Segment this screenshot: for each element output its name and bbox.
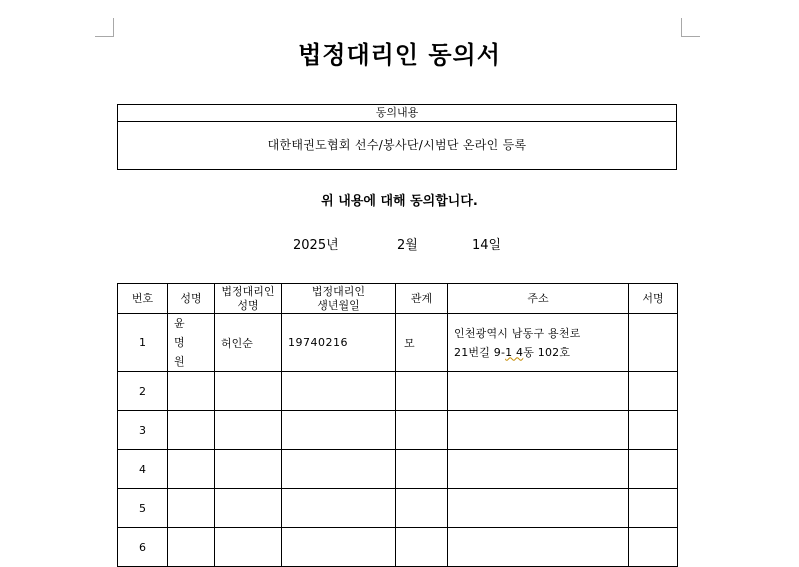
cell-address[interactable] (448, 450, 629, 489)
cell-signature[interactable] (629, 411, 678, 450)
cell-number[interactable]: 1 (118, 314, 168, 372)
cell-number[interactable]: 2 (118, 372, 168, 411)
header-relation[interactable]: 관계 (396, 284, 448, 314)
table-row (118, 411, 678, 450)
date-year[interactable]: 2025년 (293, 238, 339, 253)
cell-name[interactable] (168, 450, 215, 489)
cell-relation[interactable]: 모 (396, 314, 448, 372)
cell-address[interactable] (448, 489, 629, 528)
address-text: 동 102호 (523, 345, 571, 359)
agreement-statement[interactable]: 위 내용에 대해 동의합니다. (321, 194, 478, 209)
table-header-row (118, 284, 678, 314)
cell-guardian-birth[interactable] (282, 411, 396, 450)
cell-address[interactable] (448, 372, 629, 411)
cell-name[interactable] (168, 411, 215, 450)
date-day[interactable]: 14일 (472, 238, 502, 253)
cell-guardian-name[interactable] (215, 528, 282, 567)
spellcheck-underline: 1 4 (505, 345, 524, 359)
cell-name[interactable] (168, 489, 215, 528)
date-month[interactable]: 2월 (397, 238, 418, 253)
consent-header[interactable]: 동의내용 (118, 105, 676, 122)
cell-guardian-birth[interactable]: 19740216 (282, 314, 396, 372)
table-row (118, 314, 678, 372)
header-signature[interactable]: 서명 (629, 284, 678, 314)
document-title[interactable]: 법정대리인 동의서 (298, 40, 501, 69)
cell-guardian-name[interactable] (215, 411, 282, 450)
consent-box (117, 104, 677, 170)
header-guardian-name-line: 성명 (237, 298, 259, 312)
cell-relation[interactable] (396, 411, 448, 450)
cell-signature[interactable] (629, 372, 678, 411)
table-row (118, 450, 678, 489)
cell-guardian-name[interactable] (215, 372, 282, 411)
cell-signature[interactable] (629, 528, 678, 567)
cell-number[interactable]: 3 (118, 411, 168, 450)
cell-name[interactable] (168, 528, 215, 567)
guardian-table (117, 283, 678, 567)
address-text: 21번길 9- (454, 345, 506, 359)
cell-signature[interactable] (629, 489, 678, 528)
cell-guardian-name[interactable] (215, 450, 282, 489)
cell-number[interactable]: 6 (118, 528, 168, 567)
cell-address-line (454, 343, 622, 362)
cell-relation[interactable] (396, 528, 448, 567)
cell-name-line: 원 (174, 355, 192, 368)
header-guardian-birth-line: 생년월일 (317, 298, 360, 312)
cell-guardian-name[interactable] (215, 489, 282, 528)
table-row (118, 528, 678, 567)
cell-address[interactable] (448, 528, 629, 567)
cell-signature[interactable] (629, 450, 678, 489)
header-address[interactable]: 주소 (448, 284, 629, 314)
header-guardian-name-line: 법정대리인 (221, 284, 275, 298)
header-guardian-birth-line: 법정대리인 (311, 284, 366, 298)
cell-name[interactable] (168, 314, 215, 372)
cell-relation[interactable] (396, 372, 448, 411)
cell-relation[interactable] (396, 450, 448, 489)
cell-name-line: 윤 명 (174, 317, 192, 349)
cell-guardian-name[interactable]: 허인순 (215, 314, 282, 372)
table-row (118, 489, 678, 528)
cell-guardian-birth[interactable] (282, 489, 396, 528)
cell-guardian-birth[interactable] (282, 372, 396, 411)
cell-name[interactable] (168, 372, 215, 411)
cell-guardian-birth[interactable] (282, 528, 396, 567)
cell-relation[interactable] (396, 489, 448, 528)
cell-guardian-birth[interactable] (282, 450, 396, 489)
header-number[interactable]: 번호 (118, 284, 168, 314)
header-name[interactable]: 성명 (168, 284, 215, 314)
cell-number[interactable]: 4 (118, 450, 168, 489)
header-guardian-name[interactable] (215, 284, 282, 314)
cell-address-line: 인천광역시 남동구 용천로 (454, 326, 581, 340)
cell-signature[interactable] (629, 314, 678, 372)
cell-address[interactable] (448, 411, 629, 450)
cell-number[interactable]: 5 (118, 489, 168, 528)
header-guardian-birth[interactable] (282, 284, 396, 314)
table-row (118, 372, 678, 411)
cell-address[interactable] (448, 314, 629, 372)
consent-content[interactable]: 대한태권도협회 선수/봉사단/시범단 온라인 등록 (267, 138, 527, 152)
